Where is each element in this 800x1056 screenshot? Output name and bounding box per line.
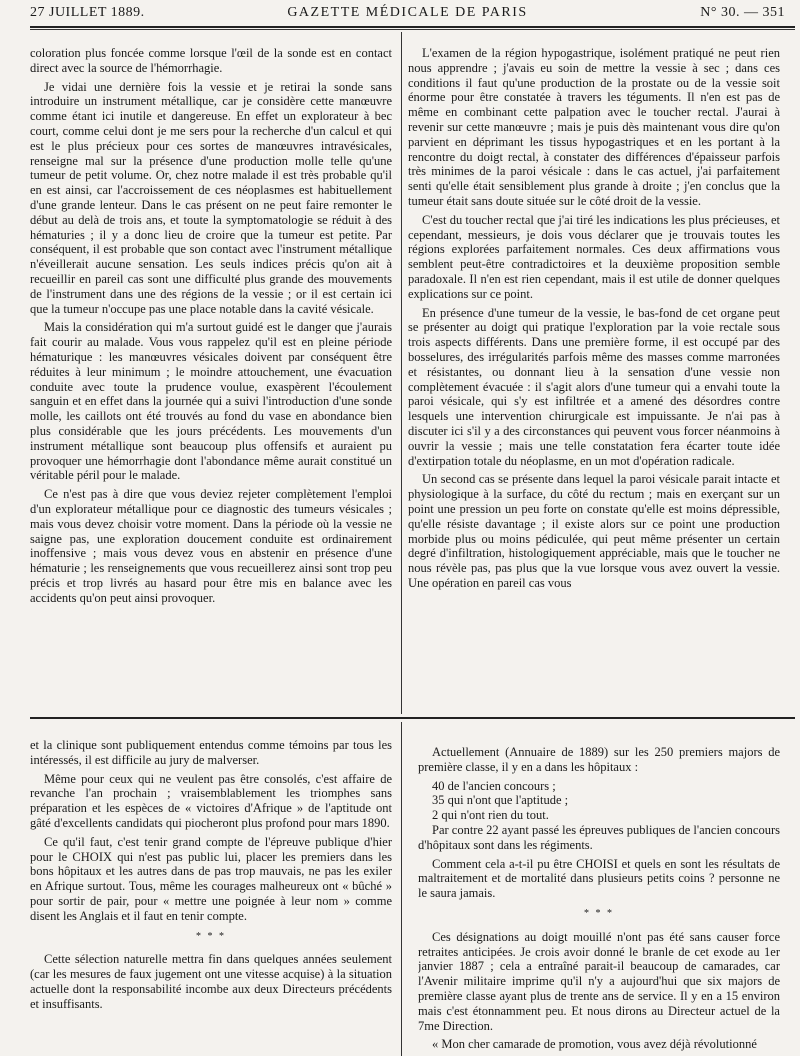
paragraph: Ces désignations au doigt mouillé n'ont pas été sans causer force retraites anticipées. Je crois avoir donné le branle de cet exode au 1er janvier 1887 ; cela a entraîné parait-il beaucoup de camarades, car l'Avenir militaire imprime qu'il n'y a aujourd'hui que six majors de première classe ayant plus de trente ans de service. Il y en a 15 environ mais c'est étonnamment peu. Et nous dirons au Directeur actuel de la 7me Direction. — [418, 929, 780, 1033]
section-rule — [30, 717, 795, 719]
paragraph: En présence d'une tumeur de la vessie, le bas-fond de cet organe peut se présenter au doigt qui pratique l'exploration par la voie rectale sous trois aspects différents. Dans une première forme, il est occupé par des bosselures, des irrégularités parfois même des masses comme marronées et résistantes, ou donnant lieu à la sensation d'une vessie non complètement évacuée : il s'agit alors d'une tumeur qui a envahi toute la paroi vésicale, qui s'y est infiltrée et a amené des désordres contre lesquels une intervention chirurgicale est impuissante. Je n'ai pas à discuter ici s'il y a des circonstances qui peuvent vous forcer néanmoins à ouvrir la vessie ; mais une telle constatation fera écarter toute idée d'extirpation totale du néoplasme, en un mot d'opération radicale. — [408, 305, 780, 468]
paragraph: Comment cela a-t-il pu être CHOISI et quels en sont les résultats de maltraitement et de mortalité dans plusieurs petits coins ? personne ne le saura jamais. — [418, 856, 780, 901]
paragraph: coloration plus foncée comme lorsque l'œil de la sonde est en contact direct avec la source de l'hémorrhagie. — [30, 46, 392, 75]
paragraph: Mais la considération qui m'a surtout guidé est le danger que j'aurais fait courir au malade. Vous vous rappelez qu'il est en pleine période hématurique : les manœuvres vésicales doivent par conséquent être réduites à leur minimum ; le moindre attouchement, une évacuation conduite avec toute la prudence voulue, exaspèrent l'écoulement sanguin et en effet dans la journée qui a suivi l'introduction d'une sonde molle, les caillots ont été trouvés au fond du vase en abondance bien plus considérable que les jours précédents. Les mouvements d'un instrument métallique sont beaucoup plus offensifs et auraient pu provoquer une hémorrhagie dont l'abondance même aurait constitué un véritable péril pour le malade. — [30, 320, 392, 483]
bottom-column-divider — [401, 722, 402, 1056]
paragraph: Ce n'est pas à dire que vous deviez rejeter complètement l'emploi d'un explorateur métallique pour ce diagnostic des tumeurs vésicales ; mais vous devez choisir votre moment. Dans la période où la vessie ne saigne pas, une exploration doucement conduite est ordinairement inoffensive ; mais vous devez vous en abstenir en présence d'une hématurie ; les renseignements que vous recueillerez ainsi sont trop peu précis et trop livrés au hasard pour être mis en balance avec les accidents qu'on peut ainsi provoquer. — [30, 487, 392, 605]
paragraph: Ce qu'il faut, c'est tenir grand compte de l'épreuve publique d'hier pour le CHOIX qui n'est pas public lui, placer les premiers dans les bons hôpitaux et les autres dans de pas trop mauvais, ne pas les exiler en Afrique surtout. Tous, même les courages malheureux ont « bûché » pour sortir de pair, pour « mettre une poignée à leur nom » comme disent les Anglais et il faut en tenir compte. — [30, 834, 392, 923]
list-item: 2 qui n'ont rien du tout. — [432, 808, 549, 823]
paragraph: Je vidai une dernière fois la vessie et je retirai la sonde sans introduire un instrument métallique, car je considère cette manœuvre comme étant ici inutile et dangereuse. En effet un explorateur à bec court, comme celui dont je me sers pour la recherche d'un calcul et qui est le plus précieux pour ces sortes de manœuvres intravésicales, renseigne mal sur la présence d'une production molle telle qu'une tumeur de petit volume. Or, chez notre malade il est très probable qu'il en est ainsi, car l'accroissement de ces néoplasmes est habituellement d'une grande lenteur. Dans le cas présent on ne peut faire remonter le début au delà de trois ans, et toute la symptomatologie se réduit à des hématuries ; il y a donc lieu de croire que la tumeur est petite. Par conséquent, il est probable que son contact avec l'instrument métallique n'éveillerait aucune sensation. Les seuls indices précis qu'on ait à recueillir en pareil cas sont une difficulté plus grande des mouvements de l'instrument dans une des régions de la vessie ; or il est certain ici que la tumeur n'occupe pas une place notable dans la cavité vésicale. — [30, 79, 392, 316]
paragraph: « Mon cher camarade de promotion, vous avez déjà révolutionné — [432, 1037, 757, 1052]
paragraph: Même pour ceux qui ne veulent pas être consolés, c'est affaire de revanche l'an prochain ; vraisemblablement les triomphes sans préparation et les espèces de « victoires d'Afrique » de l'aptitude ont gâté d'excellents candidats qui piocheront plus profond pour mars 1890. — [30, 771, 392, 830]
paragraph: Un second cas se présente dans lequel la paroi vésicale parait intacte et physiologique à la surface, du côté du rectum ; mais en exerçant sur un point une pression un peu forte on constate qu'elle est moins dépressible, qu'elle résiste davantage ; il existe alors sur ce point une production morbide plus ou moins pédiculée, qui peut même présenter un certain degré d'infiltration, histologiquement appréciable, mais que le toucher ne nous révèle pas, pas plus que la vue lorsque vous avez ouvert la vessie. Une opération en pareil cas vous — [408, 472, 780, 590]
header-rule-thin — [30, 29, 795, 30]
issue-number: N° 30. — 351 — [700, 5, 785, 20]
paragraph: et la clinique sont publiquement entendus comme témoins par tous les intéressés, il est difficile au jury de malverser. — [30, 738, 392, 767]
paragraph: Cette sélection naturelle mettra fin dans quelques années seulement (car les mesures de faux jugement ont une vitesse acquise) à la situation actuelle dont la responsabilité incombe aux deux Directeurs précédents et insuffisants. — [30, 952, 392, 1011]
bottom-left-column — [30, 738, 392, 1056]
bottom-right-column — [418, 745, 780, 1056]
issue-date: 27 JUILLET 1889. — [30, 5, 145, 20]
statistics-list — [432, 779, 780, 823]
list-item: 35 qui n'ont que l'aptitude ; — [432, 793, 569, 808]
top-column-divider — [401, 32, 402, 714]
page-header — [30, 3, 785, 23]
paragraph: C'est du toucher rectal que j'ai tiré les indications les plus précieuses, et cependant, messieurs, je dois vous déclarer que je trouvais toutes les régions explorées parfaitement normales. Ces deux affirmations vous semblent peut-être contradictoires et la deuxième proposition semble paradoxale. Il n'en est rien cependant, mais il est utile de donner quelques explications sur ce point. — [408, 212, 780, 301]
header-rule — [30, 26, 795, 28]
top-right-column — [408, 46, 780, 710]
list-item: 40 de l'ancien concours ; — [432, 778, 556, 793]
paragraph: L'examen de la région hypogastrique, isolément pratiqué ne peut rien nous apprendre ; j'avais eu soin de mettre la vessie à sec ; dans ces conditions il faut qu'une production de la prostate ou de la vessie soit énorme pour être constatée à travers les téguments. Il n'en est pas de même en combinant cette palpation avec le toucher rectal. J'aurai à revenir sur cette manœuvre ; mais je puis dès maintenant vous dire qu'on parvient en déprimant les tissus hypogastriques et en les portant à la rencontre du doigt rectal, à constater des différences d'épaisseur parfois très minimes de la paroi vésicale : dans le cas actuel, j'ai parfaitement senti qu'elle était sensiblement plus grande à droite ; j'en conclus que la tumeur était sans doute située sur le côté droit de la vessie. — [408, 46, 780, 208]
paragraph: Par contre 22 ayant passé les épreuves publiques de l'ancien concours d'hôpitaux sont dans les régiments. — [418, 822, 780, 852]
journal-title: GAZETTE MÉDICALE DE PARIS — [287, 5, 528, 20]
top-left-column — [30, 46, 392, 710]
paragraph: Actuellement (Annuaire de 1889) sur les 250 premiers majors de première classe, il y en a dans les hôpitaux : — [418, 745, 780, 774]
section-separator: * * * — [584, 907, 614, 919]
section-separator: * * * — [196, 930, 226, 942]
